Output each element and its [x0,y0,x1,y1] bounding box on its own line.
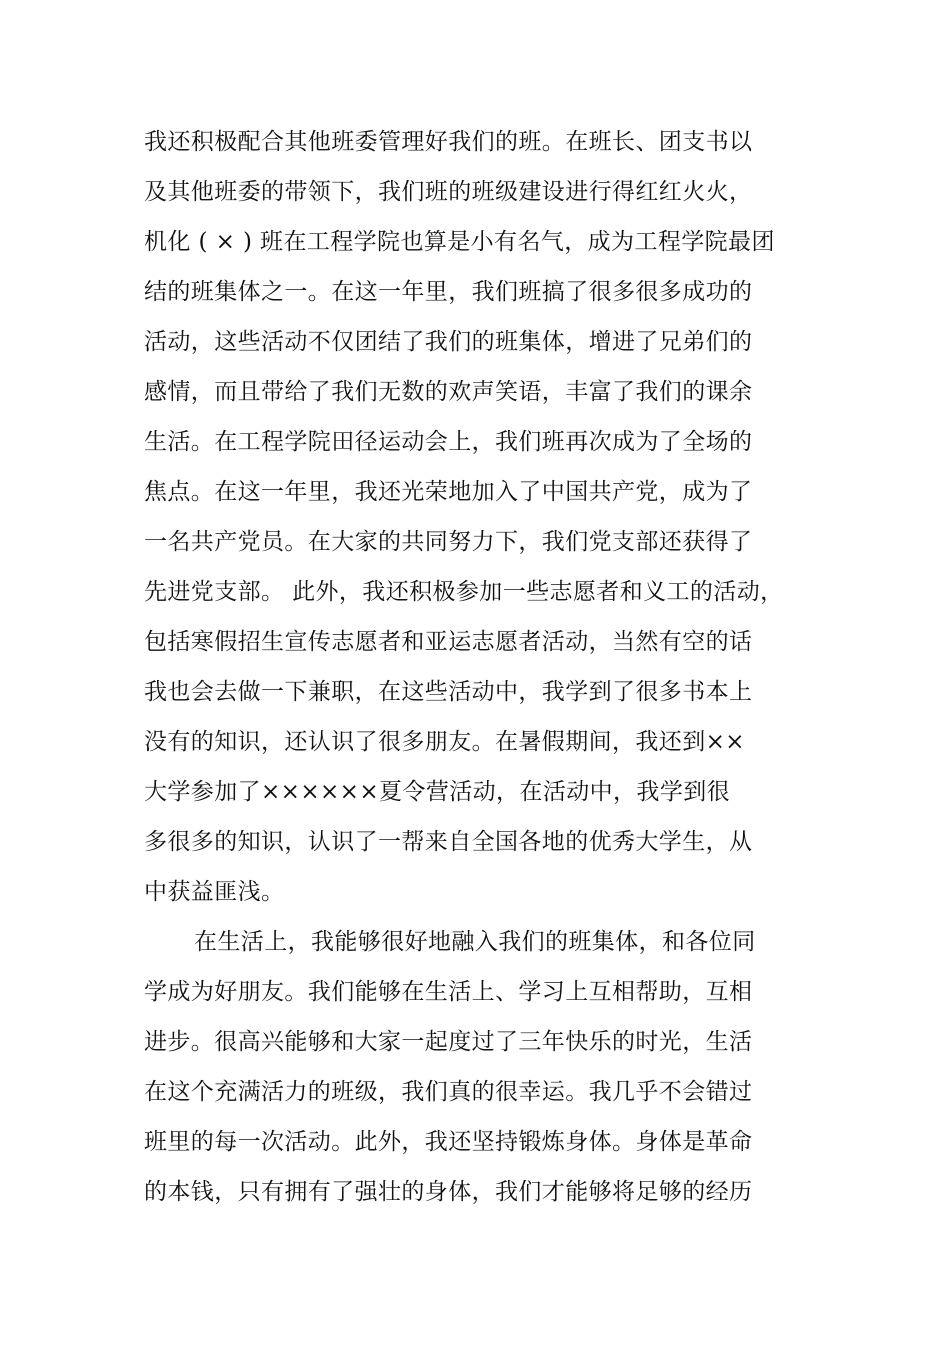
text-line: 多很多的知识，认识了一帮来自全国各地的优秀大学生，从 [144,829,753,855]
text-line: 大学参加了××××××夏令营活动，在活动中，我学到很 [144,779,731,805]
text-line: 我也会去做一下兼职，在这些活动中，我学到了很多书本上 [144,679,753,705]
text-line: 机化 ( × ) 班在工程学院也算是小有名气，成为工程学院最团 [144,229,775,255]
text-line: 在这个充满活力的班级，我们真的很幸运。我几乎不会错过 [144,1079,753,1105]
text-line: 进步。很高兴能够和大家一起度过了三年快乐的时光，生活 [144,1029,753,1055]
text-line: 我还积极配合其他班委管理好我们的班。在班长、团支书以 [144,129,753,155]
text-line: 感情，而且带给了我们无数的欢声笑语，丰富了我们的课余 [144,379,753,405]
text-line: 及其他班委的带领下，我们班的班级建设进行得红红火火， [144,179,753,205]
text-line: 焦点。在这一年里，我还光荣地加入了中国共产党，成为了 [144,479,753,505]
text-line: 结的班集体之一。在这一年里，我们班搞了很多很多成功的 [144,279,753,305]
text-line: 包括寒假招生宣传志愿者和亚运志愿者活动，当然有空的话 [144,629,753,655]
paragraph-start-line: 在生活上，我能够很好地融入我们的班集体，和各位同 [194,929,756,955]
text-line: 没有的知识，还认识了很多朋友。在暑假期间，我还到×× [144,729,745,755]
text-line: 生活。在工程学院田径运动会上，我们班再次成为了全场的 [144,429,753,455]
text-line: 学成为好朋友。我们能够在生活上、学习上互相帮助，互相 [144,979,753,1005]
text-line: 中获益匪浅。 [144,879,285,905]
text-line: 活动，这些活动不仅团结了我们的班集体，增进了兄弟们的 [144,329,753,355]
text-line: 一名共产党员。在大家的共同努力下，我们党支部还获得了 [144,529,753,555]
text-line: 班里的每一次活动。此外，我还坚持锻炼身体。身体是革命 [144,1129,753,1155]
text-line: 的本钱，只有拥有了强壮的身体，我们才能够将足够的经历 [144,1179,753,1205]
text-line: 先进党支部。 此外，我还积极参加一些志愿者和义工的活动， [144,579,784,605]
